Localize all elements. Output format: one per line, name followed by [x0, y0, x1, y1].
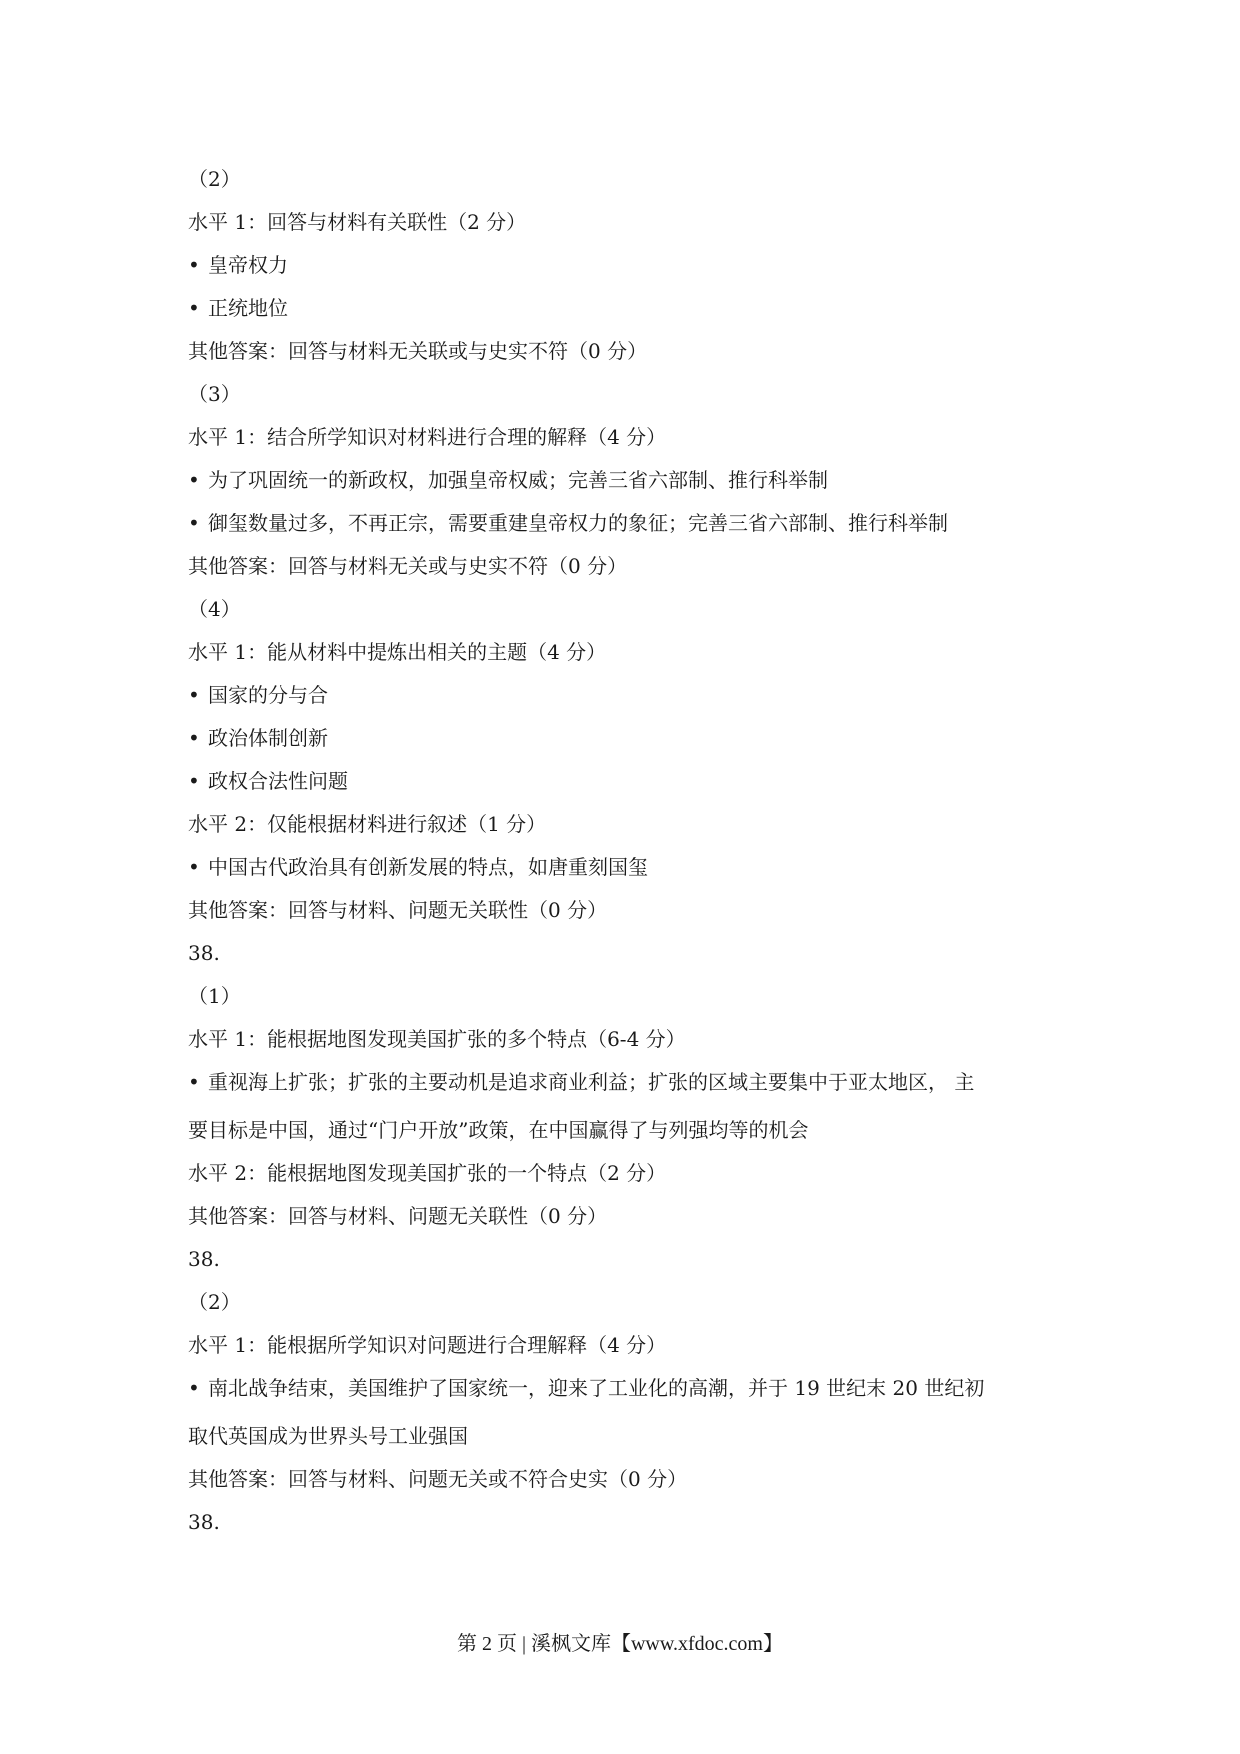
question-number: 38.	[188, 1247, 220, 1271]
bullet-item	[188, 1374, 1068, 1450]
text-line: 水平 2：仅能根据材料进行叙述（1 分）	[188, 812, 547, 836]
question-number: 38.	[188, 1510, 220, 1534]
text-line: （2）	[188, 167, 241, 191]
text-line: （3）	[188, 382, 241, 406]
text-line: 水平 1：能根据地图发现美国扩张的多个特点（6-4 分）	[188, 1027, 686, 1051]
bullet-continuation: 取代英国成为世界头号工业强国	[188, 1424, 468, 1448]
bullet-text: 皇帝权力	[208, 253, 288, 277]
bullet-text: 为了巩固统一的新政权，加强皇帝权威；完善三省六部制、推行科举制	[208, 468, 828, 492]
text-line: 水平 1：回答与材料有关联性（2 分）	[188, 210, 527, 234]
bullet-text: 正统地位	[208, 296, 288, 320]
text-line: 其他答案：回答与材料、问题无关或不符合史实（0 分）	[188, 1467, 688, 1491]
bullet-item	[188, 853, 1068, 881]
text-line: 其他答案：回答与材料、问题无关联性（0 分）	[188, 898, 608, 922]
bullet-item	[188, 294, 1068, 322]
answer-content	[188, 165, 1068, 1551]
text-line: 其他答案：回答与材料、问题无关联性（0 分）	[188, 1204, 608, 1228]
bullet-item	[188, 509, 1068, 537]
bullet-item	[188, 724, 1068, 752]
text-line: 水平 1：结合所学知识对材料进行合理的解释（4 分）	[188, 425, 667, 449]
page-footer: 第 2 页 | 溪枫文库【www.xfdoc.com】	[456, 1633, 783, 1655]
bullet-text: 御玺数量过多，不再正宗，需要重建皇帝权力的象征；完善三省六部制、推行科举制	[208, 511, 948, 535]
text-line: 其他答案：回答与材料无关联或与史实不符（0 分）	[188, 339, 648, 363]
text-line: （2）	[188, 1290, 241, 1314]
question-number: 38.	[188, 941, 220, 965]
text-line: 水平 1：能根据所学知识对问题进行合理解释（4 分）	[188, 1333, 667, 1357]
bullet-item	[188, 1068, 1068, 1144]
bullet-continuation: 要目标是中国，通过“门户开放”政策，在中国赢得了与列强均等的机会	[188, 1118, 809, 1142]
text-line: 其他答案：回答与材料无关或与史实不符（0 分）	[188, 554, 628, 578]
bullet-text: 政治体制创新	[208, 726, 328, 750]
bullet-text: 重视海上扩张；扩张的主要动机是追求商业利益；扩张的区域主要集中于亚太地区， 主	[208, 1070, 975, 1094]
bullet-item	[188, 681, 1068, 709]
text-line: （4）	[188, 597, 241, 621]
bullet-item	[188, 466, 1068, 494]
text-line: 水平 2：能根据地图发现美国扩张的一个特点（2 分）	[188, 1161, 667, 1185]
bullet-item	[188, 767, 1068, 795]
text-line: （1）	[188, 984, 241, 1008]
bullet-text: 国家的分与合	[208, 683, 328, 707]
bullet-text: 中国古代政治具有创新发展的特点，如唐重刻国玺	[208, 855, 648, 879]
bullet-item	[188, 251, 1068, 279]
text-line: 水平 1：能从材料中提炼出相关的主题（4 分）	[188, 640, 607, 664]
bullet-text: 南北战争结束，美国维护了国家统一，迎来了工业化的高潮，并于 19 世纪末 20 世纪初	[208, 1376, 985, 1400]
bullet-text: 政权合法性问题	[208, 769, 348, 793]
